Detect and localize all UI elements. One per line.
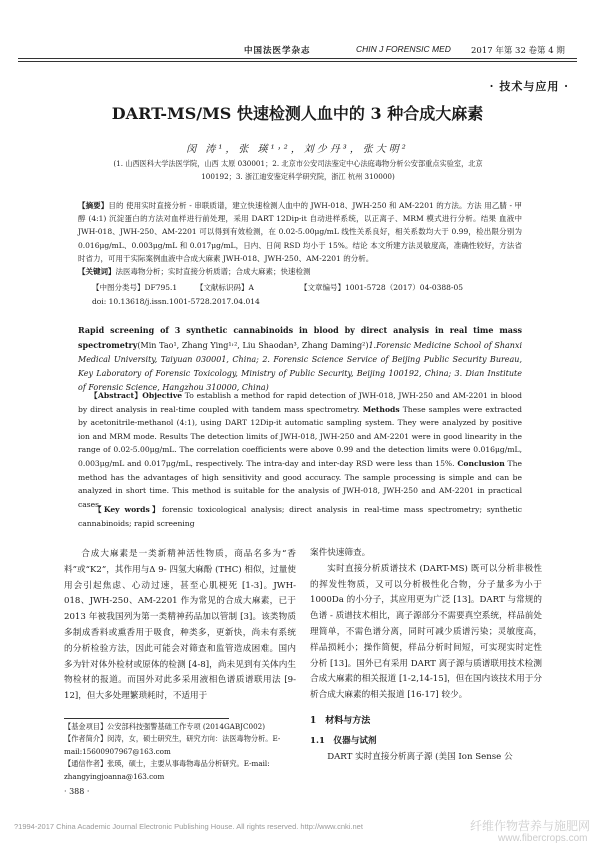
issue-info: 2017 年第 32 卷第 4 期: [471, 46, 565, 56]
abstract-cn: [78, 199, 522, 265]
doi: doi: 10.13618/j.issn.1001-5728.2017.04.014: [92, 297, 260, 306]
keywords-en: [78, 503, 522, 530]
authors-cn: 闵 涛¹，张 瑛¹˒²，刘少丹³，张大明²: [186, 144, 409, 155]
objective-label: Objective: [142, 391, 183, 400]
keywords-cn: [78, 265, 522, 278]
abstract-en-label: 【Abstract】: [93, 391, 143, 400]
affiliation-en: 1.Forensic Medicine School of Shanxi Medical University, Taiyuan 030001, China; 2. Forensic Science Service of Beijing Public Security Bureau, Key Laboratory of Forensic Toxicology, Ministry of Public Security, Beijing 100192, China; 3. Dian Institute of Forensic Science, Hangzhou 310000, China): [78, 341, 523, 392]
methods-label: Methods: [362, 404, 400, 414]
methods-text: These samples were extracted by acetonitrile-methanol (4:1), using DART 12Dip-it automatic sampling system. They were analyzed by positive ion and MRM mode. Results The detection limits of JWH-018, JWH-250 and AM-2201 were in good linearity in the range of 0.02-5.00μg/mL. The correlation coefficients were above 0.99 and the detection limits were 0.016μg/mL, 0.003μg/mL and 0.017μg/mL, respectively. The intra-day and inter-day RSD were less than 15%.: [78, 404, 522, 468]
affiliation-line: 100192；3. 浙江迪安鉴定科学研究院，浙江 杭州 310000): [201, 172, 395, 181]
keywords-en-label: 【Key words】: [97, 505, 162, 514]
abstract-text: 目的 使用实时直接分析 - 串联质谱，建立快速检测人血中的 JWH-018、JWH-250 和 AM-2201 的方法。方法 用乙腈 - 甲醇 (4:1) 沉淀蛋白的方法对血样进行前处理，采用 DART 12Dip-it 自动进样系统，以正离子、MRM 模式进行分析。结果 血液中 JWH-018、JWH-250、AM-2201 可以得到有效检测，在 0.02-5.00μg/mL 线性关系良好，相关系数均大于 0.99，检出限分别为 0.016μg/mL、0.003μg/mL 和 0.017μg/mL，日内、日间 RSD 均小于 15%。结论 本文所建方法灵敏度高，准确性较好，方法省时省力，可用于实际案例血液中合成大麻素 JWH-018、JWH-250、AM-2201 的分析。: [78, 201, 522, 263]
footnote-corresponding: 【通信作者】张瑛，硕士，主要从事毒物毒品分析研究。E-mail: zhangyingjoanna@163.com: [64, 759, 270, 781]
column-label: · 技术与应用 ·: [489, 80, 569, 93]
keywords-text: 法医毒物分析；实时直接分析质谱；合成大麻素；快速检测: [115, 267, 311, 276]
keywords-label: 【关键词】: [78, 267, 116, 276]
conclusion-label: Conclusion: [457, 458, 505, 468]
copyright-footer: ?1994-2017 China Academic Journal Electronic Publishing House. All rights reserved. http://www.cnki.net: [14, 822, 363, 831]
journal-name-cn: 中国法医学杂志: [244, 46, 311, 56]
body-column-left: [64, 547, 296, 705]
clc-number: 【中图分类号】DF795.1: [92, 283, 178, 292]
page-number: · 388 ·: [64, 787, 90, 796]
abstract-en: [78, 389, 522, 511]
section-heading: 1 材料与方法: [310, 715, 371, 726]
watermark-url: www.fibercrops.com: [498, 833, 588, 844]
authors-en: (Min Tao¹, Zhang Ying¹˒², Liu Shaodan³, Zhang Daming²): [137, 341, 369, 350]
conclusion-text: The method has the advantages of high sensitivity and good accuracy. The sample processing is simple and can be analyzed in short time. This method is suitable for the analysis of JWH-018, JWH-250 and AM-2201 in practical cases.: [78, 458, 523, 509]
footnote-author: 【作者简介】闵涛，女，硕士研究生，研究方向：法医毒物分析。E-mail:15600907967@163.com: [64, 734, 281, 756]
journal-name-en: CHIN J FORENSIC MED: [356, 44, 451, 54]
footnotes: [64, 721, 304, 783]
article-number: 【文章编号】1001-5728（2017）04-0388-05: [300, 283, 464, 292]
footnote-rule: [64, 718, 229, 719]
body-paragraph: DART 实时直接分析离子源 (美国 Ion Sense 公: [327, 751, 513, 762]
affiliation-line: (1. 山西医科大学法医学院，山西 太原 030001；2. 北京市公安司法鉴定中心法庭毒物分析公安部重点实验室，北京: [113, 159, 483, 168]
body-paragraph: 合成大麻素是一类新精神活性物质，商品名多为“香料”或“K2”，其作用与Δ 9- 四氢大麻酚 (THC) 相似，过量使用会引起焦虑、心动过速，甚至心肌梗死 [1-3]。JWH-018、JWH-250、AM-2201 作为常见的合成大麻素，已于 2013 年被我国列为第一类精神药品加以管制 [3]。该类物质多制成香料或熏香用于吸食，种类多，更新快，尚未有系统的分析检验方法，因此可能会对筛查和监管造成困难。国内多为针对体外检材或原体的检测 [4-8]，尚未见到有关体内生物检材的报道。而国外对此多采用液相色谱质谱联用法 [9-12]，但大多处理繁琐耗时，不适用于: [64, 549, 296, 702]
document-code: 【文献标识码】A: [196, 283, 254, 292]
affiliations-cn: [88, 157, 508, 183]
footnote-funding: 【基金项目】公安部科技强警基础工作专项 (2014GABJC002): [64, 722, 266, 731]
title-en-text: Rapid screening of 3 synthetic cannabinoids in blood by direct analysis in real time mass spectrometry: [78, 325, 522, 350]
watermark: 纤维作物营养与施肥网: [470, 819, 591, 833]
article-title-cn: DART-MS/MS 快速检测人血中的 3 种合成大麻素: [111, 104, 484, 123]
subsection-heading: 1.1 仪器与试剂: [310, 735, 377, 746]
article-title-en: [78, 323, 522, 395]
body-paragraph: 实时直接分析质谱技术 (DART-MS) 既可以分析非极性的挥发性物质，又可以分析极性化合物，分子量多为小于 1000Da 的小分子，其应用更为广泛 [13]。DART 与常规的色谱 - 质谱技术相比，离子源部分不需要真空系统，样品前处理简单，不需色谱分离，同时可减少质谱污染；灵敏度高，样品损耗小；操作简便，样品分析时间短，可实现实时定性分析 [13]。国外已有采用 DART 离子源与质谱联用技术检测合成大麻素的相关报道 [1-2,14-15]，但在国内该技术用于分析合成大麻素的相关报道 [16-17] 较少。: [310, 563, 542, 701]
keywords-en-text: forensic toxicological analysis; direct analysis in real-time mass spectrometry; synthetic cannabinoids; rapid screening: [78, 505, 522, 528]
header-rule: [18, 58, 577, 59]
body-column-right: [310, 546, 542, 765]
objective-text: To establish a method for rapid detection of JWH-018, JWH-250 and AM-2201 in blood by direct analysis in real-time coupled with tandem mass spectrometry.: [78, 391, 522, 414]
body-paragraph: 案件快速筛查。: [310, 548, 371, 558]
header-rule-thin: [18, 61, 577, 62]
abstract-label: 【摘要】: [78, 201, 109, 210]
